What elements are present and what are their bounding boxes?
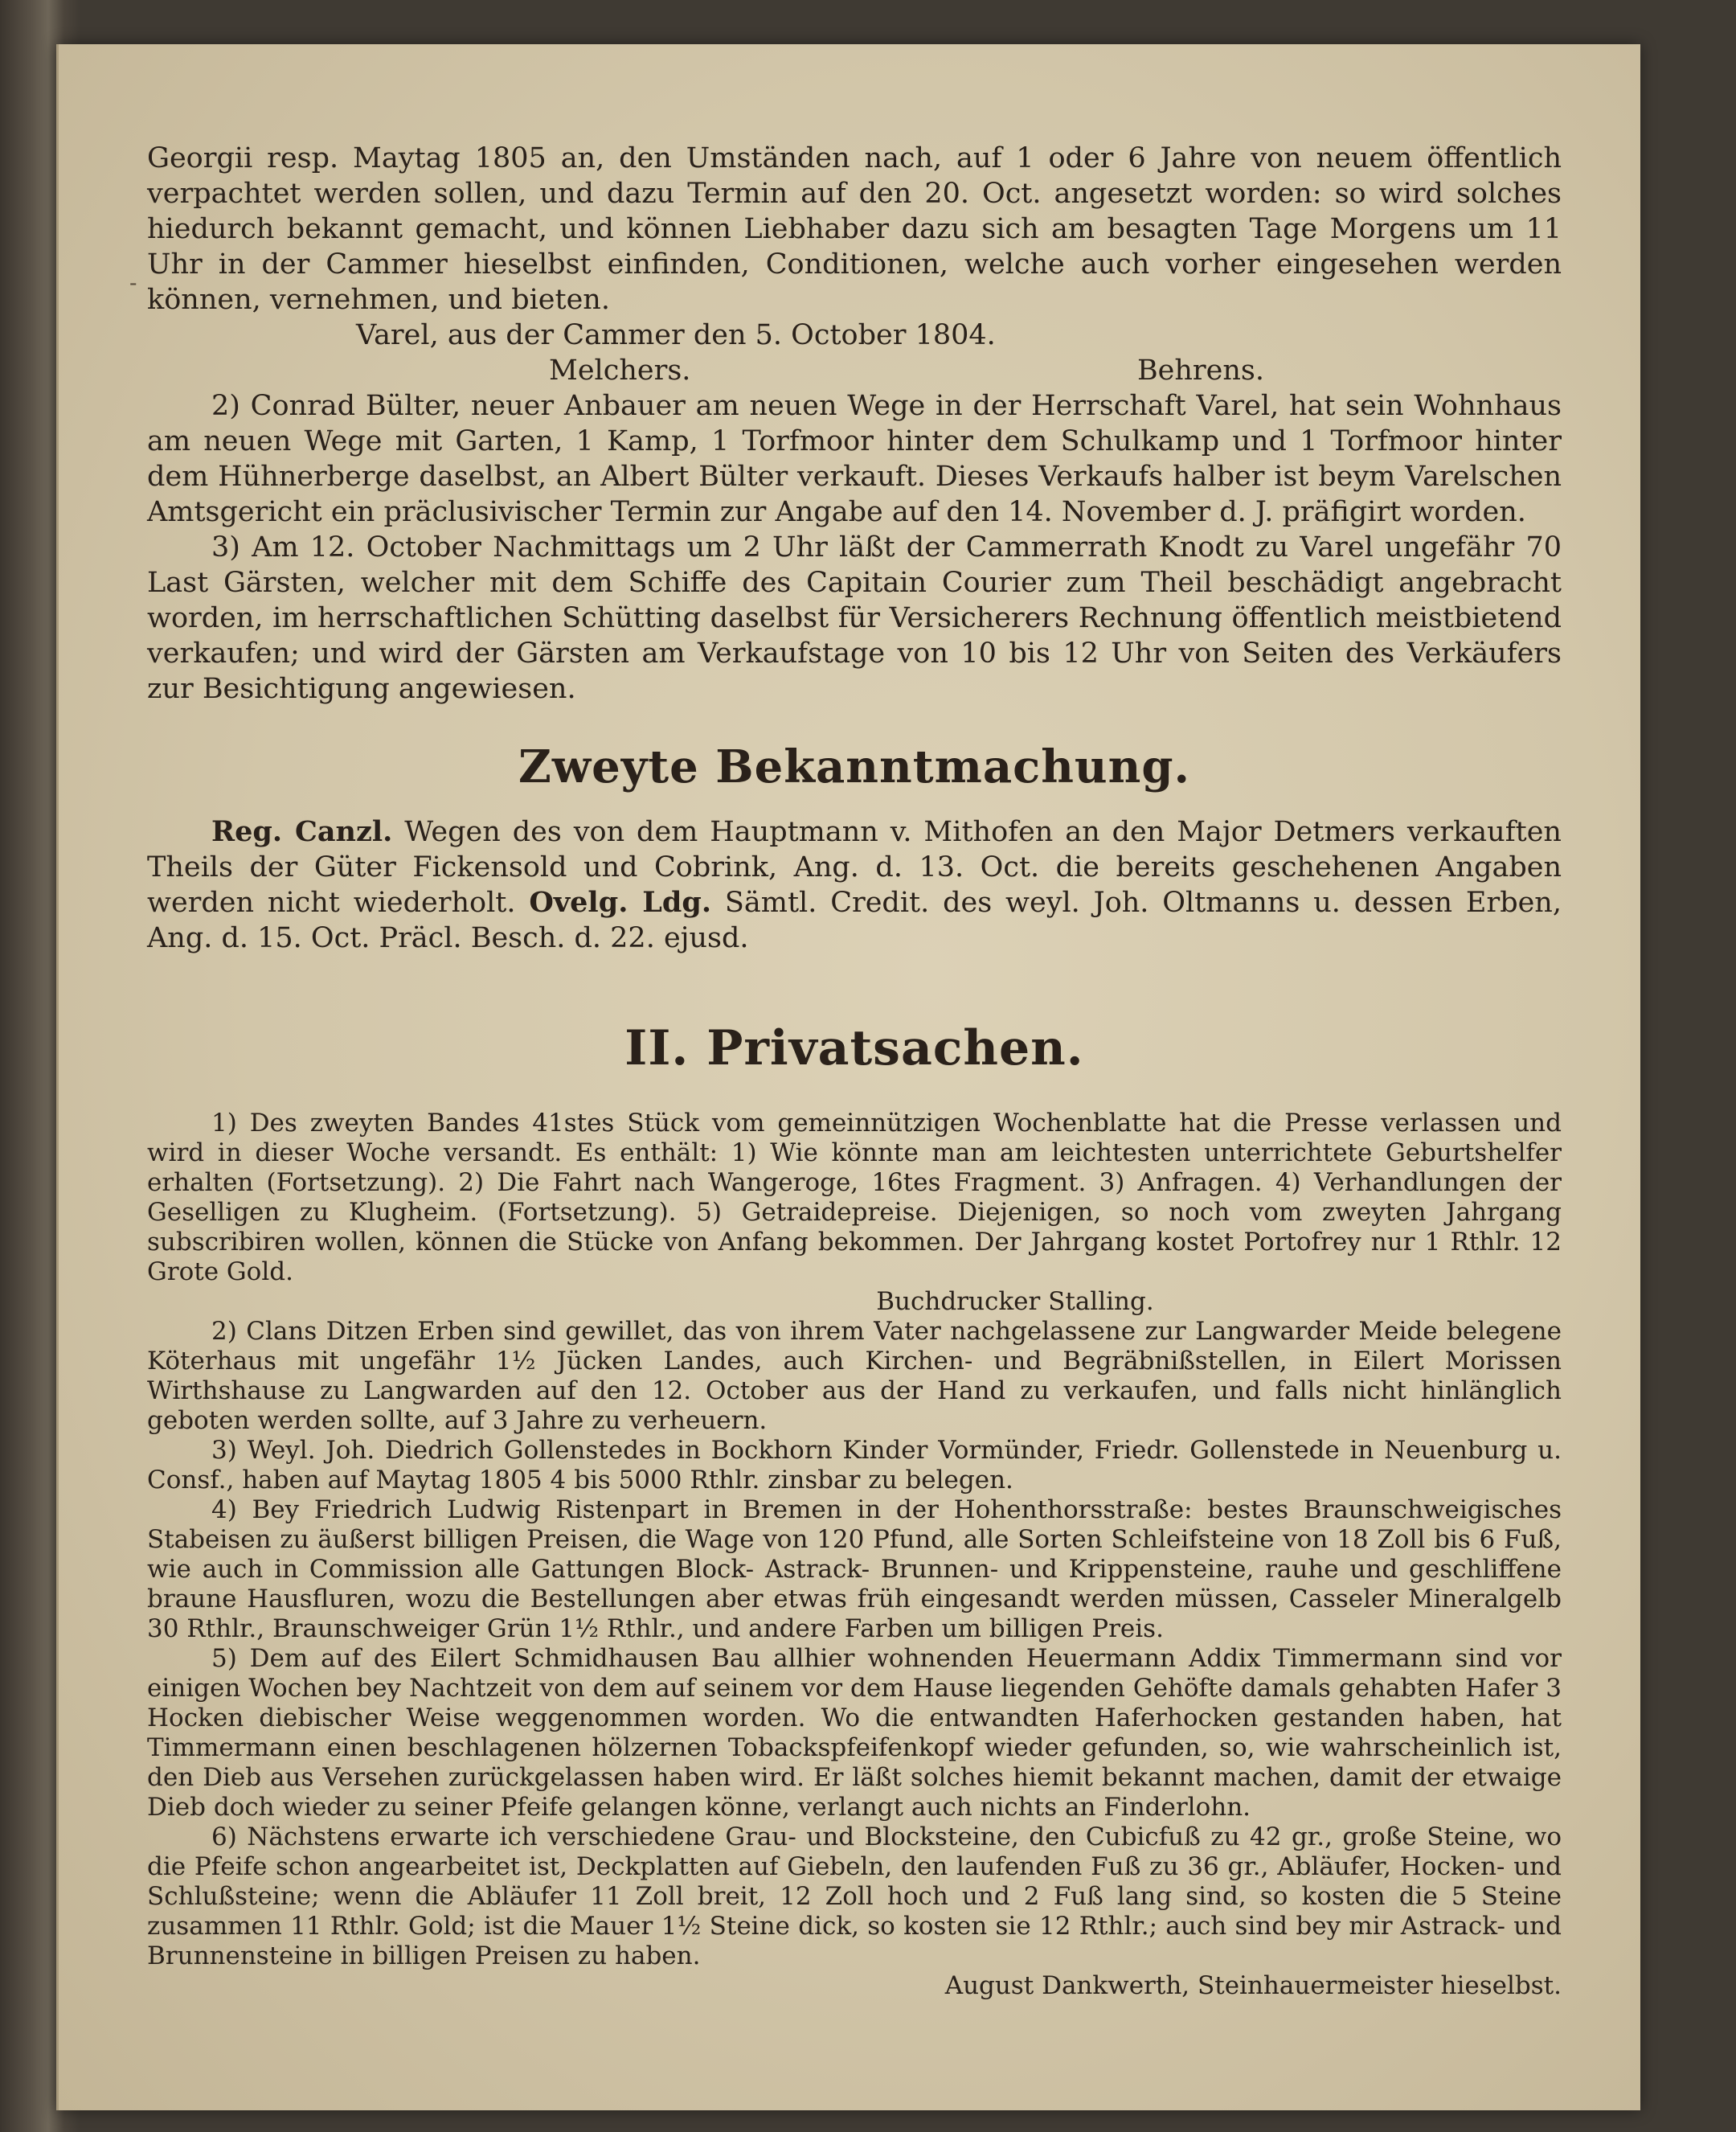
intro-paragraph: Georgii resp. Maytag 1805 an, den Umständen nach, auf 1 oder 6 Jahre von neuem öffentlich verpachtet werden sollen, und dazu Termin auf den 20. Oct. angesetzt worden: so wird solches hiedurch bekannt gemacht, und können Liebhaber dazu sich am besagten Tage Morgens um 11 Uhr in der Cammer hieselbst einfinden, Conditionen, welche auch vorher eingesehen werden können, vernehmen, und bieten. (147, 142, 1562, 316)
place-date: Varel, aus der Cammer den 5. October 1804. (356, 319, 996, 351)
signer-left: Melchers. (549, 355, 691, 387)
printer-signature: Buchdrucker Stalling. (876, 1287, 1154, 1316)
privatsachen-section (147, 1109, 1562, 2001)
heading-zweyte-bekanntmachung: Zweyte Bekanntmachung. (518, 740, 1191, 793)
bekannt-label-2: Ovelg. Ldg. (529, 886, 712, 919)
margin-dash: - (129, 269, 137, 296)
privat-item-2: 2) Clans Ditzen Erben sind gewillet, das von ihrem Vater nachgelassene zur Langwarder Meide belegene Köterhaus mit ungefähr 1½ Jücken Landes, auch Kirchen- und Begräbnißstellen, in Eilert Morissen Wirthshause zu Langwarden auf den 12. October aus der Hand zu verkaufen, und falls nicht hinlänglich geboten werden sollte, auf 3 Jahre zu verheuern. (147, 1317, 1562, 1435)
text-body (147, 141, 1562, 2001)
item-3: 3) Am 12. October Nachmittags um 2 Uhr läßt der Cammerrath Knodt zu Varel ungefähr 70 Last Gärsten, welcher mit dem Schiffe des Capitain Courier zum Theil beschädigt angebracht worden, im herrschaftlichen Schütting daselbst für Versicherers Rechnung öffentlich meistbietend verkaufen; und wird der Gärsten am Verkaufstage von 10 bis 12 Uhr von Seiten des Verkäufers zur Besichtigung angewiesen. (147, 531, 1562, 705)
stonemason-signature: August Dankwerth, Steinhauermeister hieselbst. (944, 1971, 1562, 2000)
bekanntmachung-paragraph (147, 814, 1562, 956)
document-page (56, 44, 1640, 2110)
privat-item-6: 6) Nächstens erwarte ich verschiedene Grau- und Blocksteine, den Cubicfuß zu 42 gr., große Steine, wo die Pfeife schon angearbeitet ist, Deckplatten auf Giebeln, den laufenden Fuß zu 36 gr., Abläufer, Hocken- und Schlußsteine; wenn die Abläufer 11 Zoll breit, 12 Zoll hoch und 2 Fuß lang sind, so kosten die 5 Steine zusammen 11 Rthlr. Gold; ist die Mauer 1½ Steine dick, so kosten sie 12 Rthlr.; auch sind bey mir Astrack- und Brunnensteine in billigen Preisen zu haben. (147, 1822, 1562, 1970)
signers-row (147, 353, 1562, 388)
privat-item-1: 1) Des zweyten Bandes 41stes Stück vom gemeinnützigen Wochenblatte hat die Presse verlassen und wird in dieser Woche versandt. Es enthält: 1) Wie könnte man am leichtesten unterrichtete Geburtshelfer erhalten (Fortsetzung). 2) Die Fahrt nach Wangeroge, 16tes Fragment. 3) Anfragen. 4) Verhandlungen der Geselligen zu Klugheim. (Fortsetzung). 5) Getraidepreise. Diejenigen, so noch vom zweyten Jahrgang subscribiren wollen, können die Stücke von Anfang bekommen. Der Jahrgang kostet Portofrey nur 1 Rthlr. 12 Grote Gold. (147, 1109, 1562, 1286)
bekannt-text-2: Sämtl. Credit. des weyl. Joh. Oltmanns u. dessen Erben, Ang. d. 15. Oct. Präcl. Besch. d. 22. ejusd. (147, 887, 1562, 954)
bekannt-label-1: Reg. Canzl. (211, 815, 393, 848)
privat-item-4: 4) Bey Friedrich Ludwig Ristenpart in Bremen in der Hohenthorsstraße: bestes Braunschweigisches Stabeisen zu äußerst billigen Preisen, die Wage von 120 Pfund, alle Sorten Schleifsteine von 18 Zoll bis 6 Fuß, wie auch in Commission alle Gattungen Block- Astrack- Brunnen- und Krippensteine, rauhe und geschliffene braune Hausfluren, wozu die Bestellungen aber etwas früh eingesandt werden müssen, Casseler Mineralgelb 30 Rthlr., Braunschweiger Grün 1½ Rthlr., und andere Farben um billigen Preis. (147, 1495, 1562, 1643)
item-2: 2) Conrad Bülter, neuer Anbauer am neuen Wege in der Herrschaft Varel, hat sein Wohnhaus am neuen Wege mit Garten, 1 Kamp, 1 Torfmoor hinter dem Schulkamp und 1 Torfmoor hinter dem Hühnerberge daselbst, an Albert Bülter verkauft. Dieses Verkaufs halber ist beym Varelschen Amtsgericht ein präclusivischer Termin zur Angabe auf den 14. November d. J. präfigirt worden. (147, 390, 1562, 528)
bekannt-text-1: Wegen des von dem Hauptmann v. Mithofen an den Major Detmers verkauften Theils der Güter Fickensold und Cobrink, Ang. d. 13. Oct. die bereits geschehenen Angaben werden nicht wiederholt. (147, 816, 1562, 919)
heading-privatsachen: II. Privatsachen. (624, 1020, 1084, 1076)
signer-right: Behrens. (1136, 355, 1264, 387)
privat-item-3: 3) Weyl. Joh. Diedrich Gollenstedes in Bockhorn Kinder Vormünder, Friedr. Gollenstede in Neuenburg u. Consf., haben auf Maytag 1805 4 bis 5000 Rthlr. zinsbar zu belegen. (147, 1436, 1562, 1494)
privat-item-5: 5) Dem auf des Eilert Schmidhausen Bau allhier wohnenden Heuermann Addix Timmermann sind vor einigen Wochen bey Nachtzeit von dem auf seinem vor dem Hause liegenden Gehöfte damals gehabten Hafer 3 Hocken diebischer Weise weggenommen worden. Wo die entwandten Haferhocken gestanden haben, hat Timmermann einen beschlagenen hölzernen Tobackspfeifenkopf wieder gefunden, so, wie wahrscheinlich ist, den Dieb aus Versehen zurückgelassen haben wird. Er läßt solches hiemit bekannt machen, damit der etwaige Dieb doch wieder zu seiner Pfeife gelangen könne, verlangt auch nichts an Finderlohn. (147, 1644, 1562, 1822)
